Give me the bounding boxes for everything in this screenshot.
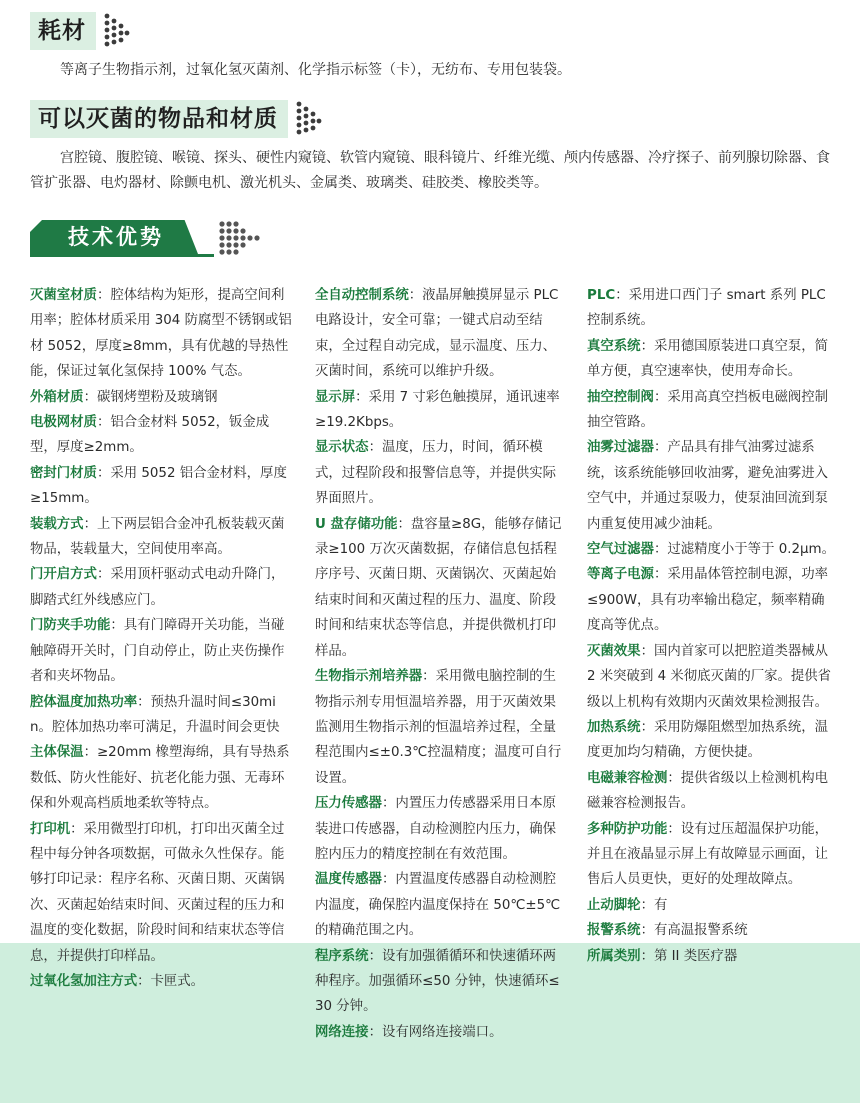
spec-item: 所属类别：第 II 类医疗器: [587, 948, 738, 964]
spec-item: 真空系统：采用德国原装进口真空泵，简单方便，真空速率快，使用寿命长。: [587, 338, 829, 380]
spec-item: 主体保温：≥20mm 橡塑海绵，具有导热系数低、防火性能好、抗老化能力强、无毒环保和外观高档质地柔软等特点。: [30, 745, 290, 812]
spec-item: 报警系统：有高温报警系统: [587, 923, 748, 939]
consumables-header: [30, 12, 130, 50]
tech-column-3: [587, 283, 837, 969]
spec-item: 等离子电源：采用晶体管控制电源，功率≤900W，具有功率输出稳定，频率精确度高等优点。: [587, 567, 829, 634]
consumables-title: 耗材: [30, 12, 96, 50]
spec-item: 全自动控制系统：液晶屏触摸屏显示 PLC 电路设计，安全可靠；一键式启动至结束，全过程自动完成，显示温度、压力、灭菌时间，系统可以维护升级。: [315, 288, 559, 380]
spec-item: 电磁兼容检测：提供省级以上检测机构电磁兼容检测报告。: [587, 770, 829, 812]
arrow-dots-icon: [218, 220, 262, 258]
sterilizable-text: 宫腔镜、腹腔镜、喉镜、探头、硬性内窥镜、软管内窥镜、眼科镜片、纤维光缆、颅内传感器、冷疗探子、前列腺切除器、食管扩张器、电灼器材、除颤电机、激光机头、金属类、玻璃类、硅胶类、橡胶类等。: [30, 150, 830, 191]
spec-item: 门防夹手功能：具有门障碍开关功能，当碰触障碍开关时，门自动停止，防止夹伤操作者和夹坏物品。: [30, 618, 285, 685]
consumables-text: 等离子生物指示剂，过氧化氢灭菌剂、化学指示标签（卡），无纺布、专用包装袋。: [60, 62, 571, 78]
spec-item: 多种防护功能：设有过压超温保护功能，并且在液晶显示屏上有故障显示画面，让售后人员更快，更好的处理故障点。: [587, 821, 829, 888]
tech-title: 技术优势: [68, 225, 164, 249]
spec-item: 显示屏：采用 7 寸彩色触摸屏，通讯速率≥19.2Kbps。: [315, 389, 560, 431]
spec-item: 加热系统：采用防爆阻燃型加热系统，温度更加均匀精确，方便快捷。: [587, 719, 829, 761]
tech-column-2: [315, 283, 563, 1045]
tech-banner: [30, 220, 198, 258]
spec-item: 装载方式：上下两层铝合金冲孔板装载灭菌物品，装载量大，空间使用率高。: [30, 516, 285, 558]
spec-item: 压力传感器：内置压力传感器采用日本原装进口传感器，自动检测腔内压力，确保腔内压力的精度控制在有效范围。: [315, 796, 557, 862]
tech-header: [30, 220, 262, 258]
spec-item: 门开启方式：采用顶杆驱动式电动升降门，脚踏式红外线感应门。: [30, 567, 285, 608]
spec-item: 腔体温度加热功率：预热升温时间≤30min。腔体加热功率可满足，升温时间会更快: [30, 694, 280, 735]
spec-item: U 盘存储功能：盘容量≥8G，能够存储记录≥100 万次灭菌数据，存储信息包括程序序号、灭菌日期、灭菌锅次、灭菌起始结束时间和灭菌过程的压力、温度、阶段时间和结束状态等信息，并提供微机打印样品。: [315, 516, 562, 659]
spec-item: 油雾过滤器：产品具有排气油雾过滤系统，该系统能够回收油雾，避免油雾进入空气中，并通过泵吸力，使泵油回流到泵内重复使用减少油耗。: [587, 440, 829, 532]
spec-item: 显示状态：温度，压力，时间，循环模式，过程阶段和报警信息等，并提供实际界面照片。: [315, 440, 557, 507]
spec-item: 止动脚轮：有: [587, 897, 668, 913]
spec-item: 密封门材质：采用 5052 铝合金材料，厚度≥15mm。: [30, 465, 287, 507]
tech-column-1: [30, 283, 292, 994]
spec-item: 打印机：采用微型打印机，打印出灭菌全过程中每分钟各项数据，可做永久性保存。能够打印记录：程序名称、灭菌日期、灭菌锅次、灭菌起始结束时间、灭菌过程的压力和温度的变化数据，阶段时间和结束状态等信息，并提供打印样品。: [30, 821, 285, 964]
spec-item: 灭菌效果：国内首家可以把腔道类器械从 2 米突破到 4 米彻底灭菌的厂家。提供省级以上机构有效期内灭菌效果检测报告。: [587, 643, 832, 710]
spec-item: 生物指示剂培养器：采用微电脑控制的生物指示剂专用恒温培养器，用于灭菌效果监测用生物指示剂的恒温培养过程，全量程范围内≤±0.3℃控温精度；温度可自行设置。: [315, 669, 562, 786]
spec-item: 外箱材质：碳钢烤塑粉及玻璃钢: [30, 389, 218, 405]
sterilizable-header: [30, 100, 322, 138]
spec-item: 网络连接：设有网络连接端口。: [315, 1024, 503, 1040]
spec-item: 过氧化氢加注方式：卡匣式。: [30, 973, 205, 989]
sterilizable-title: 可以灭菌的物品和材质: [30, 100, 288, 138]
spec-item: 电极网材质：铝合金材料 5052，钣金成型，厚度≥2mm。: [30, 415, 270, 456]
arrow-dots-icon: [104, 12, 130, 50]
spec-item: 温度传感器：内置温度传感器自动检测腔内温度，确保腔内温度保持在 50℃±5℃的精确范围之内。: [315, 872, 561, 939]
spec-item: 灭菌室材质：腔体结构为矩形，提高空间利用率；腔体材质采用 304 防腐型不锈钢或铝材 5052，厚度≥8mm，具有优越的导热性能，保证过氧化氢保持 100% 气态。: [30, 288, 292, 380]
spec-item: 程序系统：设有加强循循环和快速循环两种程序。加强循环≤50 分钟，快速循环≤30 分钟。: [315, 948, 560, 1015]
spec-item: 抽空控制阀：采用高真空挡板电磁阀控制抽空管路。: [587, 389, 829, 431]
spec-item: 空气过滤器：过滤精度小于等于 0.2μm。: [587, 542, 835, 558]
spec-item: PLC：采用进口西门子 smart 系列 PLC 控制系统。: [587, 288, 826, 329]
arrow-dots-icon: [296, 100, 322, 138]
